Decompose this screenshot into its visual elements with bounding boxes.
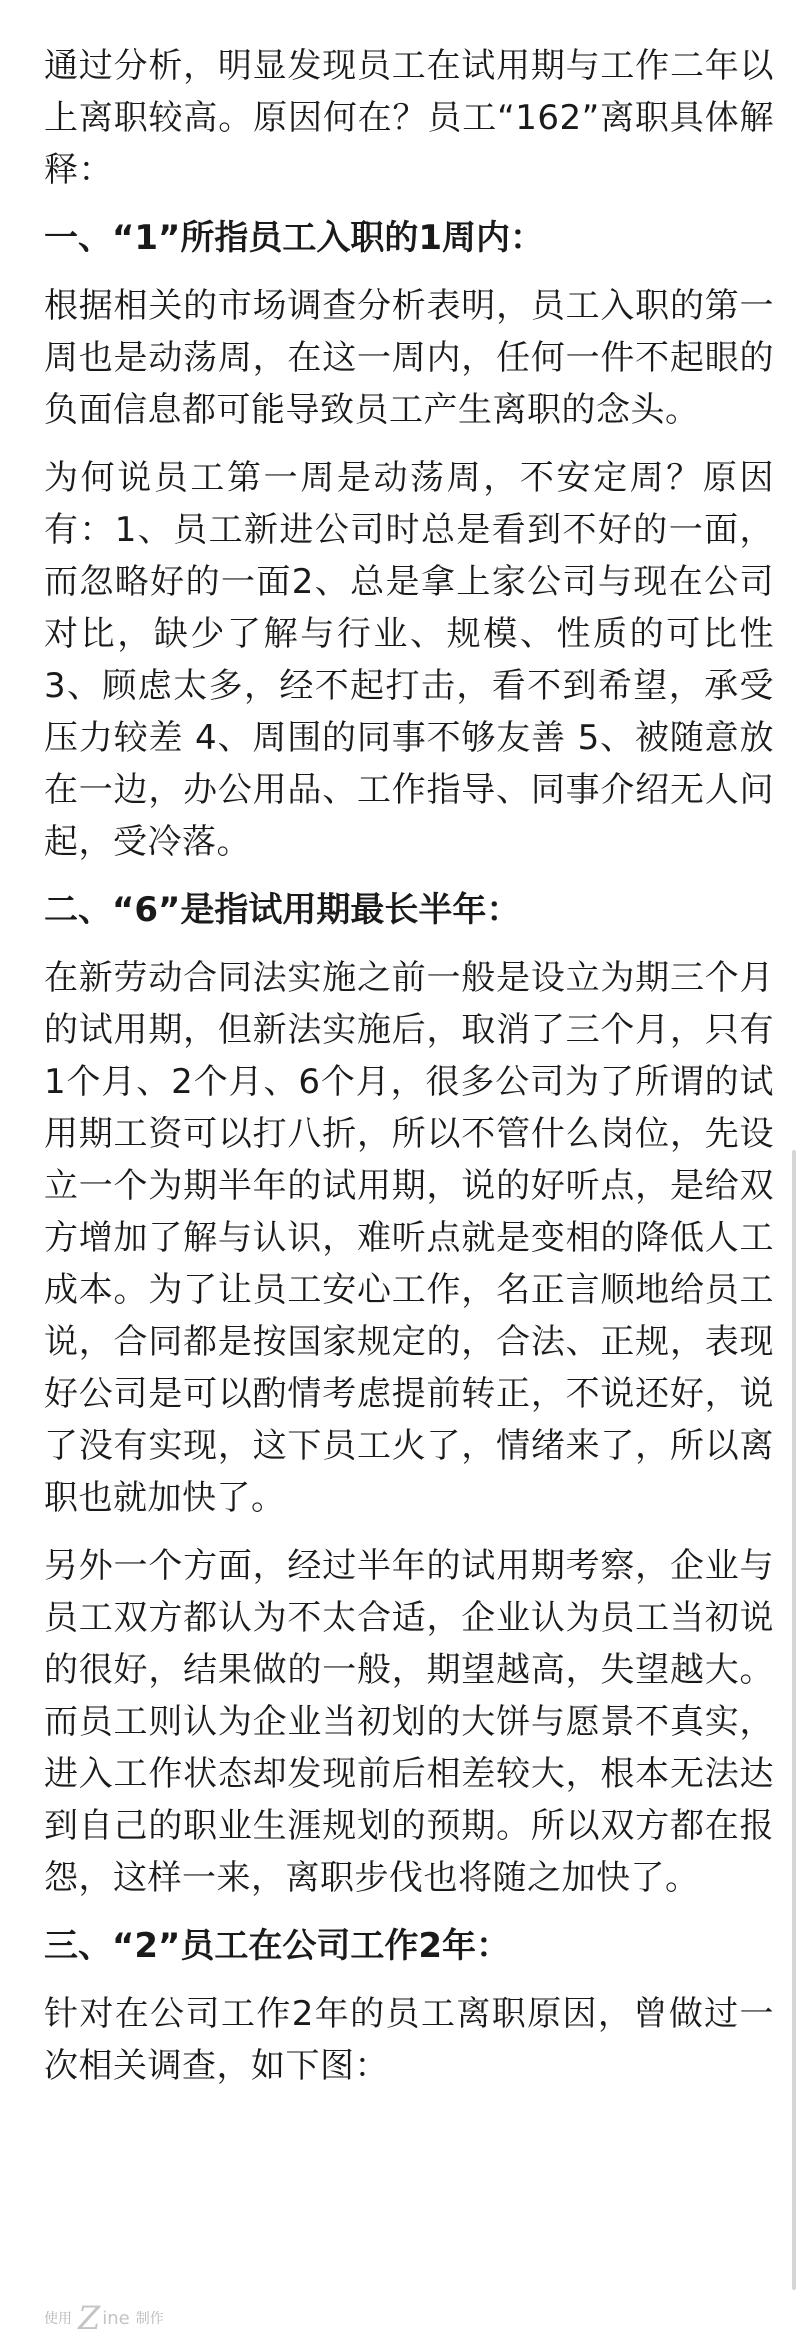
zine-logo-rest: ine <box>102 2307 130 2329</box>
footer-prefix: 使用 <box>44 2311 72 2327</box>
section-heading-1: 一、“1”所指员工入职的1周内： <box>44 218 545 258</box>
footer-suffix: 制作 <box>135 2311 164 2327</box>
section-heading-2: 二、“6”是指试用期最长半年： <box>44 890 521 930</box>
section-2-paragraph-2: 另外一个方面，经过半年的试用期考察，企业与员工双方都认为不太合适，企业认为员工当初说的很好，结果做的一般，期望越高，失望越大。而员工则认为企业当初划的大饼与愿景不真实，进入工作状态却发现前后相差较大，根本无法达到自己的职业生涯规划的预期。所以双方都在报怨，这样一来，离职步伐也将随之加快了。 <box>44 1546 774 1898</box>
section-1-paragraph-1: 根据相关的市场调查分析表明，员工入职的第一周也是动荡周，在这一周内，任何一件不起眼的负面信息都可能导致员工产生离职的念头。 <box>44 286 774 430</box>
intro-paragraph: 通过分析，明显发现员工在试用期与工作二年以上离职较高。原因何在？员工“162”离职具体解释： <box>44 46 774 190</box>
article-content <box>44 40 774 2108</box>
footer-watermark <box>44 2298 164 2338</box>
scrollbar[interactable] <box>792 1150 796 2290</box>
zine-logo-letter: Z <box>78 2299 101 2337</box>
section-3-paragraph-1: 针对在公司工作2年的员工离职原因，曾做过一次相关调查，如下图： <box>44 1994 774 2086</box>
section-heading-3: 三、“2”员工在公司工作2年： <box>44 1926 511 1966</box>
section-1-paragraph-2: 为何说员工第一周是动荡周，不安定周？原因有：1、员工新进公司时总是看到不好的一面，而忽略好的一面2、总是拿上家公司与现在公司对比，缺少了解与行业、规模、性质的可比性 3、顾虑太多，经不起打击，看不到希望，承受压力较差 4、周围的同事不够友善 5、被随意放在一边，办公用品、工作指导、同事介绍无人问起，受冷落。 <box>44 458 774 862</box>
section-2-paragraph-1: 在新劳动合同法实施之前一般是设立为期三个月的试用期，但新法实施后，取消了三个月，只有1个月、2个月、6个月，很多公司为了所谓的试用期工资可以打八折，所以不管什么岗位，先设立一个为期半年的试用期，说的好听点，是给双方增加了解与认识，难听点就是变相的降低人工成本。为了让员工安心工作，名正言顺地给员工说，合同都是按国家规定的，合法、正规，表现好公司是可以酌情考虑提前转正，不说还好，说了没有实现，这下员工火了，情绪来了，所以离职也就加快了。 <box>44 958 774 1518</box>
